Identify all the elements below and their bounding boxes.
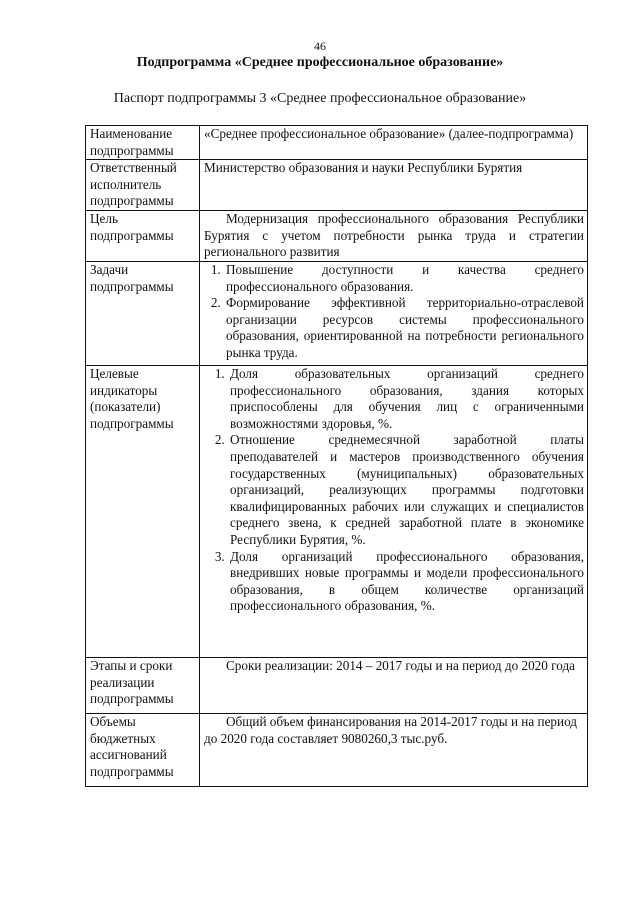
row-stages-label: Этапы и сроки реализации подпрограммы — [86, 657, 200, 713]
indicator-item: 3. Доля организаций профессионального образования, внедривших новые программы и модели профессионального образования, в общем количестве организаций профессионального образования, %. — [228, 549, 584, 615]
row-indicators — [86, 365, 588, 657]
row-tasks — [86, 261, 588, 365]
task-item: 2. Формирование эффективной территориально-отраслевой организации ресурсов системы профессионального образования, ориентированной на потребности регионального рынка труда. — [224, 295, 584, 361]
row-goal-value: Модернизация профессионального образования Республики Бурятия с учетом потребности рынка труда и стратегии регионального развития — [200, 210, 588, 261]
page-number: 46 — [314, 39, 326, 53]
row-executor-value: Министерство образования и науки Республики Бурятия — [200, 160, 588, 211]
passport-title: Паспорт подпрограммы 3 «Среднее профессиональное образование» — [113, 91, 527, 106]
row-indicators-value — [200, 365, 588, 657]
row-executor-label: Ответственный исполнитель подпрограммы — [86, 160, 200, 211]
row-tasks-label: Задачи подпрограммы — [86, 261, 200, 365]
row-budget-value: Общий объем финансирования на 2014-2017 годы и на период до 2020 года составляет 9080260,3 тыс.руб. — [200, 713, 588, 786]
main-title: Подпрограмма «Среднее профессиональное образование» — [136, 55, 504, 70]
indicator-item: 1. Доля образовательных организаций среднего профессионального образования, здания которых приспособлены для обучения лиц с ограниченными возможностями здоровья, %. — [228, 366, 584, 432]
row-name — [86, 126, 588, 160]
row-tasks-value — [200, 261, 588, 365]
row-stages-value: Сроки реализации: 2014 – 2017 годы и на период до 2020 года — [200, 657, 588, 713]
passport-table — [85, 125, 588, 787]
row-executor — [86, 160, 588, 211]
row-stages — [86, 657, 588, 713]
row-budget — [86, 713, 588, 786]
row-goal — [86, 210, 588, 261]
row-name-label: Наименование подпрограммы — [86, 126, 200, 160]
row-budget-label: Объемы бюджетных ассигнований подпрограммы — [86, 713, 200, 786]
indicator-item: 2. Отношение среднемесячной заработной платы преподавателей и мастеров производственного обучения государственных (муниципальных) образовательных организаций, реализующих программы подготовки квалифицированных рабочих или служащих и специалистов среднего звена, к средней заработной плате в экономике Республики Бурятия, %. — [228, 432, 584, 548]
row-name-value: «Среднее профессиональное образование» (далее-подпрограмма) — [200, 126, 588, 160]
task-item: 1. Повышение доступности и качества среднего профессионального образования. — [224, 262, 584, 295]
row-indicators-label: Целевые индикаторы (показатели) подпрограммы — [86, 365, 200, 657]
row-goal-label: Цель подпрограммы — [86, 210, 200, 261]
